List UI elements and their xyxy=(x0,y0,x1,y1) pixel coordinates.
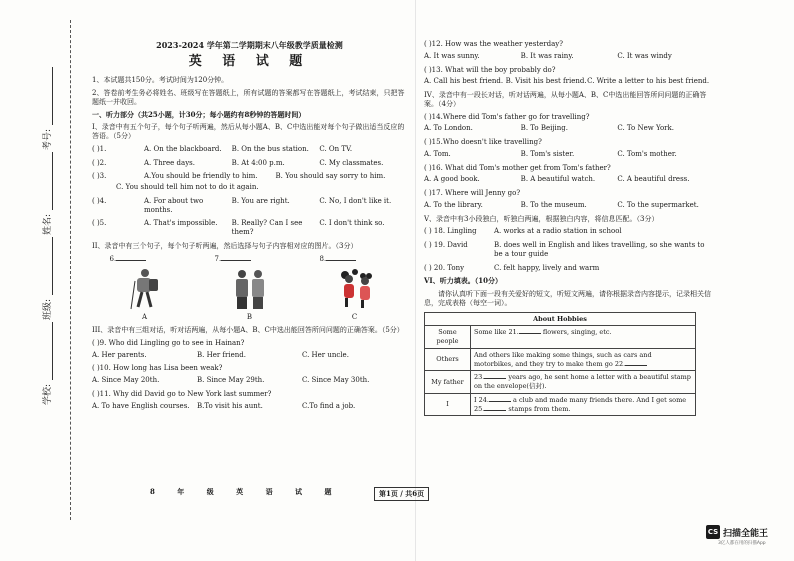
question-15 xyxy=(424,138,714,147)
name-field[interactable] xyxy=(40,152,53,235)
blank-23[interactable] xyxy=(484,373,506,379)
question-number[interactable]: ( )1. xyxy=(92,144,107,153)
blank-24[interactable] xyxy=(489,396,511,402)
left-column xyxy=(92,40,407,415)
question-14 xyxy=(424,113,714,122)
table-row xyxy=(425,371,696,394)
option-b: B. A beautiful watch. xyxy=(520,175,596,184)
option-b: B. Really? Can I see them? xyxy=(231,219,303,236)
question-9 xyxy=(92,339,407,348)
match-20 xyxy=(424,264,714,273)
match-option: C. felt happy, lively and warm xyxy=(494,263,600,272)
question-number[interactable]: ( )2. xyxy=(92,158,107,167)
option-c: C. You should tell him not to do it again. xyxy=(116,183,259,191)
row-content: I 24. a club and made many friends there. And I get some 25. stamps from them. xyxy=(471,393,696,416)
option-c: C. I don't think so. xyxy=(319,219,385,228)
option-a: A. For about two months. xyxy=(144,196,204,214)
option-c: C. It was windy xyxy=(617,51,672,60)
picture-b xyxy=(215,255,285,323)
match-18 xyxy=(424,227,714,236)
page-fold xyxy=(415,0,416,561)
picture-options xyxy=(92,255,407,323)
question-17 xyxy=(424,189,714,198)
section6-title: VI、听力填表。（10分） xyxy=(424,276,502,286)
option-a: A. To have English courses. xyxy=(92,401,190,410)
match-option: B. does well in English and likes travelling, so she wants to be a tour guide xyxy=(494,241,705,258)
question-text[interactable]: ( )11. Why did David go to New York last summer? xyxy=(92,389,272,398)
row-content: 23. years ago, he sent home a letter with a beautiful stamp on the envelope(信封). xyxy=(471,371,696,394)
option-a: A. Call his best friend. xyxy=(424,77,504,86)
option-b: B. Visit his best friend. xyxy=(505,77,587,86)
part1-title: 一、听力部分（共25小题，计30分；每小题约有8秒钟的答题时间） xyxy=(92,109,306,119)
blank-22[interactable] xyxy=(625,360,647,366)
question-11 xyxy=(92,390,407,399)
row-content: And others like making some things, such as cars and motorbikes, and they try to make them go 22. xyxy=(471,348,696,371)
section3-title: III、录音中有三组对话，听对话两遍，从每小题A、B、C中选出能回答所问问题的正确答案。（5分） xyxy=(92,326,404,334)
blank-21[interactable] xyxy=(519,328,541,334)
option-c: C. On TV. xyxy=(319,144,353,153)
option-b: B. It was rainy. xyxy=(520,51,574,60)
option-b: B. At 4:00 p.m. xyxy=(231,158,285,167)
picture-number: 6. xyxy=(109,254,117,263)
section5-title: V、录音中有3小段独白，听独白两遍，根据独白内容，将信息匹配。（3分） xyxy=(424,214,659,223)
option-c: C. To the supermarket. xyxy=(617,200,699,209)
picture-label: A xyxy=(141,313,148,322)
table-row xyxy=(425,348,696,371)
option-c: C. Her uncle. xyxy=(302,350,349,359)
scanner-watermark xyxy=(706,525,769,546)
question-10-options xyxy=(92,376,407,385)
option-c: C. To New York. xyxy=(617,124,674,133)
picture-number: 8. xyxy=(319,254,327,263)
exam-no-field[interactable] xyxy=(40,67,53,150)
instruction-2: 2、答卷前考生务必将姓名、班级写在答题纸上，所有试题的答案都写在答题纸上，考试结束，只把答题纸一并收回。 xyxy=(92,89,405,106)
exam-title: 2023-2024 学年第二学期期末八年级教学质量检测 xyxy=(156,40,343,50)
option-b: B. Her friend. xyxy=(197,350,246,359)
question-number[interactable]: ( )3. xyxy=(92,172,107,181)
table-title: About Hobbies xyxy=(425,312,696,326)
section1-title: I、录音中有五个句子，每个句子听两遍，然后从每小题A、B、C中选出能对每个句子做出适当反应的答语。（5分） xyxy=(92,123,405,140)
question-12-options xyxy=(424,52,714,61)
question-text[interactable]: ( )14.Where did Tom's father go for travelling? xyxy=(424,112,590,121)
option-a: A.You should be friendly to him. xyxy=(144,172,258,181)
binding-dashed-line xyxy=(70,20,71,520)
option-a: A. To the library. xyxy=(424,200,483,209)
option-a: A. Three days. xyxy=(144,158,195,167)
picture-label: B xyxy=(246,313,253,322)
question-13 xyxy=(424,66,714,75)
watermark-name: 扫描全能王 xyxy=(723,528,769,539)
match-option: A. works at a radio station in school xyxy=(494,227,622,236)
section1-questions xyxy=(92,145,407,237)
exam-no-label: 考号: xyxy=(43,128,53,150)
question-number[interactable]: ( )4. xyxy=(92,196,107,205)
option-b: B. You are right. xyxy=(231,196,290,205)
question-text[interactable]: ( )15.Who doesn't like travelling? xyxy=(424,138,542,146)
section3-questions xyxy=(92,339,407,411)
camscanner-logo-icon: CS xyxy=(706,525,720,539)
option-a: A. It was sunny. xyxy=(424,51,480,60)
question-text[interactable]: ( )12. How was the weather yesterday? xyxy=(424,40,563,48)
match-name[interactable]: ( ) 20. Tony xyxy=(424,263,465,272)
option-a: A. Tom. xyxy=(424,149,451,158)
name-label: 姓名: xyxy=(43,213,53,235)
question-2 xyxy=(92,159,407,168)
section5-matching xyxy=(424,227,714,272)
table-row xyxy=(425,393,696,416)
cartoon-mice-illustration xyxy=(335,267,375,311)
picture-label: C xyxy=(351,313,358,322)
row-key: I xyxy=(425,393,471,416)
option-b: B. To Beijing. xyxy=(520,124,568,133)
section6-description: 请你认真听下面一段有关爱好的短文，听短文两遍，请你根据录音内容提示，记录相关信息，完成表格（每空一词）。 xyxy=(424,290,711,307)
option-a: A. To London. xyxy=(424,124,473,133)
table-row xyxy=(425,326,696,349)
question-text[interactable]: ( )9. Who did Lingling go to see in Hainan? xyxy=(92,338,245,347)
question-14-options xyxy=(424,124,714,133)
question-text[interactable]: ( )16. What did Tom's mother get from Tom's father? xyxy=(424,163,611,172)
option-c: C. No, I don't like it. xyxy=(319,196,392,205)
question-text[interactable]: ( )17. Where will Jenny go? xyxy=(424,189,521,197)
question-10 xyxy=(92,364,407,373)
option-a: A. That's impossible. xyxy=(144,219,218,228)
binding-strip xyxy=(0,0,80,561)
question-1 xyxy=(92,145,407,154)
match-name[interactable]: ( ) 19. David xyxy=(424,241,468,249)
option-b: B.To visit his aunt. xyxy=(197,401,263,410)
watermark-subtitle: 3亿人都在用的扫描App xyxy=(718,541,766,546)
option-b: B. To the museum. xyxy=(520,200,587,209)
two-people-illustration xyxy=(230,267,270,311)
option-b: B. On the bus station. xyxy=(231,144,309,153)
option-c: C.To find a job. xyxy=(302,401,356,410)
option-c: C. Write a letter to his best friend. xyxy=(587,77,710,86)
school-field[interactable] xyxy=(40,322,53,405)
option-c: C. Tom's mother. xyxy=(617,149,677,158)
option-a: A. On the blackboard. xyxy=(144,144,222,153)
instruction-1: 1、本试题共150分。考试时间为120分钟。 xyxy=(92,76,229,85)
option-a: A. A good book. xyxy=(424,175,480,184)
question-text[interactable]: ( )13. What will the boy probably do? xyxy=(424,65,556,74)
blank-25[interactable] xyxy=(484,405,506,411)
hobbies-table xyxy=(424,312,696,417)
picture-a xyxy=(110,255,180,323)
option-b: B. Tom's sister. xyxy=(520,149,575,158)
picture-c xyxy=(320,255,390,323)
option-b: B. You should say sorry to him. xyxy=(275,172,386,181)
question-4 xyxy=(92,197,407,215)
page-number: 第1页 / 共6页 xyxy=(374,487,429,501)
option-b: B. Since May 29th. xyxy=(197,376,265,384)
school-label: 学校: xyxy=(43,383,53,405)
question-11-options xyxy=(92,402,407,411)
question-3-option-c xyxy=(92,183,407,192)
question-12 xyxy=(424,40,714,49)
picture-number: 7. xyxy=(214,254,222,263)
option-c: C. Since May 30th. xyxy=(302,376,370,384)
question-13-options xyxy=(424,77,714,86)
question-text[interactable]: ( )10. How long has Lisa been weak? xyxy=(92,364,223,373)
match-name[interactable]: ( ) 18. Lingling xyxy=(424,227,477,236)
question-15-options xyxy=(424,150,714,159)
question-number[interactable]: ( )5. xyxy=(92,219,107,228)
option-c: C. A beautiful dress. xyxy=(617,175,690,184)
section4-title: IV、录音中有一段长对话，听对话两遍，从每小题A、B、C中选出能回答所问问题的正确答案。（4分） xyxy=(424,91,707,108)
question-9-options xyxy=(92,351,407,360)
section4-questions xyxy=(424,113,714,210)
match-19 xyxy=(424,241,714,259)
answer-blank[interactable] xyxy=(326,255,356,261)
row-key: Some people xyxy=(425,326,471,349)
answer-blank[interactable] xyxy=(116,255,146,261)
hiker-illustration xyxy=(125,267,165,311)
question-17-options xyxy=(424,201,714,210)
question-16 xyxy=(424,164,714,173)
row-key: My father xyxy=(425,371,471,394)
question-5 xyxy=(92,219,407,237)
section2-title: II、录音中有三个句子，每个句子听两遍，然后选择与句子内容相对应的图片。（3分） xyxy=(92,241,358,250)
question-3 xyxy=(92,172,407,181)
footer-subject: 8 年 级 英 语 试 题 xyxy=(150,487,342,496)
option-a: A. Her parents. xyxy=(92,350,147,359)
row-key: Others xyxy=(425,348,471,371)
right-column xyxy=(424,40,714,416)
question-16-options xyxy=(424,175,714,184)
answer-blank[interactable] xyxy=(221,255,251,261)
option-a: A. Since May 20th. xyxy=(92,376,160,384)
subject-title: 英 语 试 题 xyxy=(188,54,311,69)
table-header-row xyxy=(425,312,696,326)
class-field[interactable] xyxy=(40,237,53,320)
class-label: 班级: xyxy=(43,298,53,320)
row-content: Some like 21. flowers, singing, etc. xyxy=(471,326,696,349)
option-c: C. My classmates. xyxy=(319,158,384,167)
